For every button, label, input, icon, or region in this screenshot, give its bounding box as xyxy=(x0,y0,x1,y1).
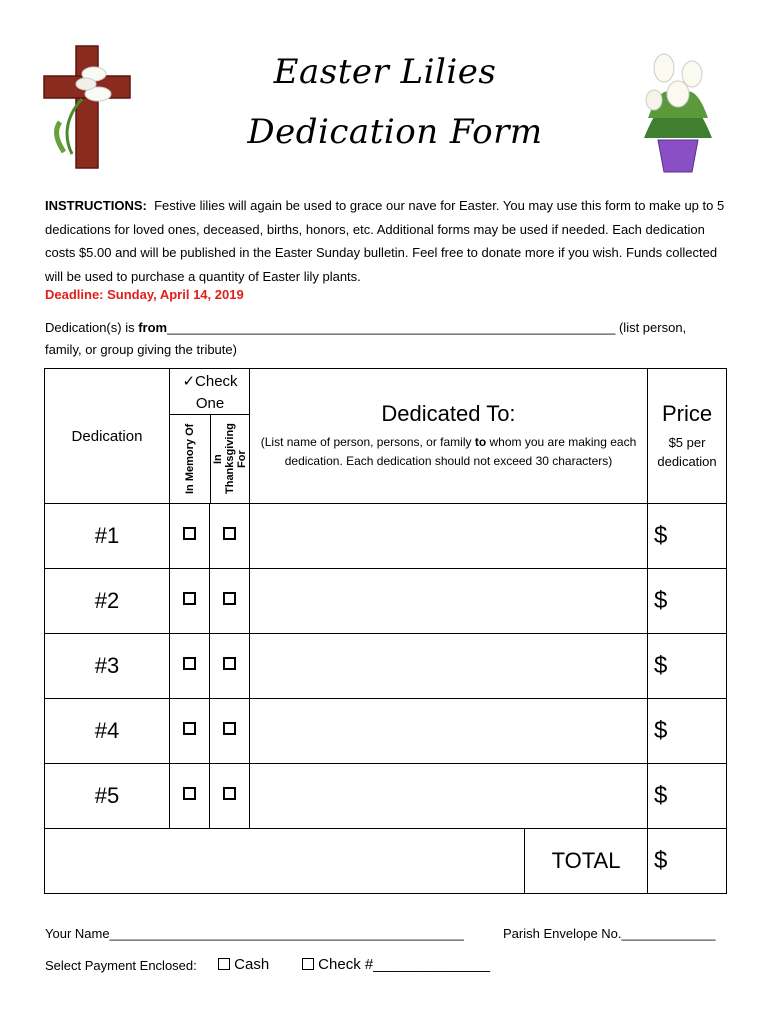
in-thanksgiving-checkbox[interactable] xyxy=(210,504,250,569)
envelope-label: Parish Envelope No. xyxy=(503,926,622,941)
total-label: TOTAL xyxy=(524,829,647,893)
table-row xyxy=(45,699,727,764)
header-check-one xyxy=(170,369,250,504)
in-memory-checkbox[interactable] xyxy=(170,699,210,764)
check-label: Check # xyxy=(318,956,374,973)
row-number: #5 xyxy=(45,764,170,829)
cash-checkbox[interactable] xyxy=(218,958,230,970)
in-thanksgiving-checkbox[interactable] xyxy=(210,764,250,829)
instructions xyxy=(45,194,725,288)
in-memory-checkbox[interactable] xyxy=(170,504,210,569)
row-number: #2 xyxy=(45,569,170,634)
note-bold: to xyxy=(474,435,487,449)
total-field[interactable]: $ xyxy=(648,829,727,894)
total-row xyxy=(45,829,727,894)
payment-label: Select Payment Enclosed: xyxy=(45,958,197,973)
in-thanksgiving-checkbox[interactable] xyxy=(210,634,250,699)
price-field[interactable]: $ xyxy=(648,699,727,764)
cash-option[interactable] xyxy=(218,956,269,973)
row-number: #3 xyxy=(45,634,170,699)
dedicated-to-field[interactable] xyxy=(250,699,648,764)
from-bold: from xyxy=(138,320,168,335)
table-row xyxy=(45,504,727,569)
cash-label: Cash xyxy=(234,956,270,973)
check-one-label: ✓Check One xyxy=(182,373,238,412)
dedication-table xyxy=(44,368,727,894)
header-dedication xyxy=(45,369,170,504)
in-thanksgiving-label: In Thanksgiving For xyxy=(212,423,249,495)
header-price xyxy=(648,369,727,504)
your-name-label: Your Name xyxy=(45,926,110,941)
dedicated-to-title: Dedicated To: xyxy=(381,401,516,426)
in-thanksgiving-checkbox[interactable] xyxy=(210,569,250,634)
dedicated-to-field[interactable] xyxy=(250,634,648,699)
price-field[interactable]: $ xyxy=(648,504,727,569)
check-checkbox[interactable] xyxy=(302,958,314,970)
price-field[interactable]: $ xyxy=(648,569,727,634)
price-title: Price xyxy=(661,401,713,426)
total-label-cell xyxy=(45,829,648,894)
deadline: Deadline: Sunday, April 14, 2019 xyxy=(45,287,244,302)
from-suffix: (list person, family, or group giving the tribute) xyxy=(45,320,687,357)
header-dedicated-to xyxy=(250,369,648,504)
your-name-field[interactable]: _________________________________________________ xyxy=(109,926,464,941)
envelope-line xyxy=(503,926,716,941)
dedicated-to-field[interactable] xyxy=(250,569,648,634)
in-memory-checkbox[interactable] xyxy=(170,569,210,634)
table-row xyxy=(45,569,727,634)
from-blank-field[interactable]: ______________________________________________________________ xyxy=(167,320,616,335)
dedicated-to-note xyxy=(250,433,647,471)
from-line xyxy=(45,317,725,361)
in-memory-checkbox[interactable] xyxy=(170,764,210,829)
instructions-label: INSTRUCTIONS: xyxy=(45,198,147,213)
title-line-2: Dedication Form xyxy=(247,112,543,152)
from-prefix: Dedication(s) is xyxy=(45,320,139,335)
note-part-b: whom you are making each dedication. Each dedication should not exceed 30 characters) xyxy=(284,435,637,468)
price-note: $5 per dedication xyxy=(657,435,717,469)
check-number-field[interactable]: ______________ xyxy=(373,956,490,973)
table-row xyxy=(45,634,727,699)
price-field[interactable]: $ xyxy=(648,634,727,699)
your-name-line xyxy=(45,926,464,941)
in-memory-checkbox[interactable] xyxy=(170,634,210,699)
table-row xyxy=(45,764,727,829)
in-memory-label: In Memory Of xyxy=(183,423,196,495)
envelope-field[interactable]: _____________ xyxy=(621,926,716,941)
title-line-1: Easter Lilies xyxy=(273,52,497,92)
row-number: #4 xyxy=(45,699,170,764)
header-dedication-label: Dedication xyxy=(71,427,143,445)
check-option[interactable] xyxy=(302,956,490,973)
price-field[interactable]: $ xyxy=(648,764,727,829)
dedicated-to-field[interactable] xyxy=(250,764,648,829)
dedicated-to-field[interactable] xyxy=(250,504,648,569)
note-part-a: (List name of person, persons, or family xyxy=(260,435,475,449)
row-number: #1 xyxy=(45,504,170,569)
in-thanksgiving-checkbox[interactable] xyxy=(210,699,250,764)
instructions-text: Festive lilies will again be used to grace our nave for Easter. You may use this form to make up to 5 dedications for loved ones, deceased, births, honors, etc. Additional forms may be used if needed. Each dedication costs $5.00 and will be published in the Easter Sunday bulletin. Feel free to donate more if you wish. Funds collected will be used to purchase a quantity of Easter lily plants. xyxy=(45,198,725,284)
